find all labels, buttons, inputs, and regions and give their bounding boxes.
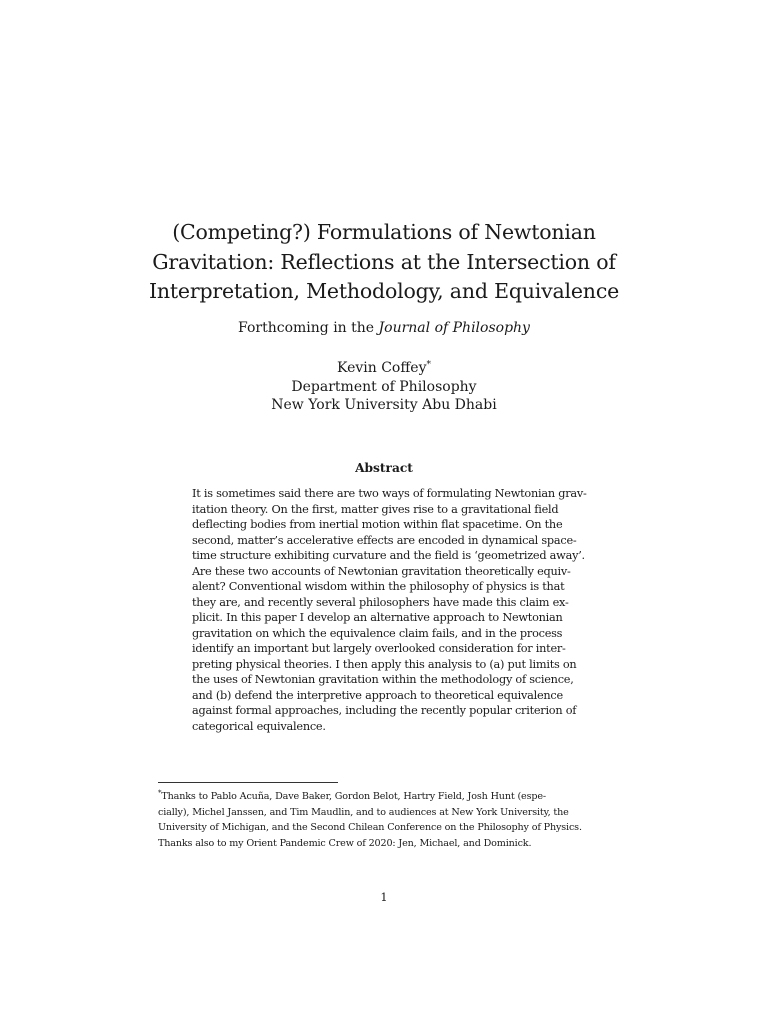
abstract-line: they are, and recently several philosophers have made this claim ex- (192, 595, 569, 609)
author-footnote-mark: * (426, 360, 431, 370)
abstract-line: preting physical theories. I then apply this analysis to (a) put limits on (192, 657, 577, 671)
author-name: Kevin Coffey (336, 360, 427, 376)
abstract-line: Are these two accounts of Newtonian gravitation theoretically equiv- (192, 564, 571, 578)
abstract-line: time structure exhibiting curvature and the field is ‘geometrized away’. (192, 549, 585, 562)
abstract-line: alent? Conventional wisdom within the philosophy of physics is that (192, 580, 565, 593)
author-department: Department of Philosophy (291, 378, 477, 395)
footnote-mark: * (158, 789, 162, 797)
footnote-text: Thanks to Pablo Acuña, Dave Baker, Gordon Belot, Hartry Field, Josh Hunt (espe- (161, 791, 546, 802)
title-line: (Competing?) Formulations of Newtonian (172, 220, 596, 244)
title-line: Gravitation: Reflections at the Intersection of (152, 249, 616, 274)
abstract-line: gravitation on which the equivalence claim fails, and in the process (192, 626, 563, 640)
abstract-line: It is sometimes said there are two ways of formulating Newtonian grav- (192, 487, 587, 500)
abstract-line: categorical equivalence. (192, 719, 326, 733)
abstract-line: deflecting bodies from inertial motion within flat spacetime. On the (192, 518, 563, 531)
abstract-line: plicit. In this paper I develop an alternative approach to Newtonian (192, 611, 563, 624)
abstract-line: against formal approaches, including the recently popular criterion of (192, 704, 577, 717)
footnote-line: Thanks also to my Orient Pandemic Crew of 2020: Jen, Michael, and Dominick. (158, 837, 532, 849)
abstract-line: second, matter’s accelerative effects are encoded in dynamical space- (192, 533, 577, 547)
footnote-line: cially), Michel Janssen, and Tim Maudlin, and to audiences at New York University, the (158, 806, 569, 818)
footnote-line (158, 786, 613, 805)
paper-title (0, 218, 768, 307)
journal-name: Journal of Philosophy (378, 320, 530, 336)
publication-note-prefix: Forthcoming in the (238, 320, 379, 336)
footnote (158, 786, 613, 851)
page-number: 1 (380, 891, 388, 904)
abstract-line: and (b) defend the interpretive approach to theoretical equivalence (192, 688, 563, 702)
publication-note (0, 319, 768, 337)
abstract-heading: Abstract (355, 461, 413, 475)
abstract-body (192, 486, 587, 734)
author-line (0, 356, 768, 378)
footnote-line: University of Michigan, and the Second Chilean Conference on the Philosophy of Physics. (158, 822, 582, 833)
title-line: Interpretation, Methodology, and Equivalence (148, 279, 620, 303)
abstract-line: the uses of Newtonian gravitation within the methodology of science, (192, 673, 574, 686)
author-block (0, 356, 768, 415)
author-institution: New York University Abu Dhabi (271, 397, 497, 413)
abstract-line: identify an important but largely overlooked consideration for inter- (192, 642, 566, 655)
abstract-line: itation theory. On the first, matter gives rise to a gravitational field (192, 502, 559, 516)
footnote-rule (158, 782, 338, 783)
